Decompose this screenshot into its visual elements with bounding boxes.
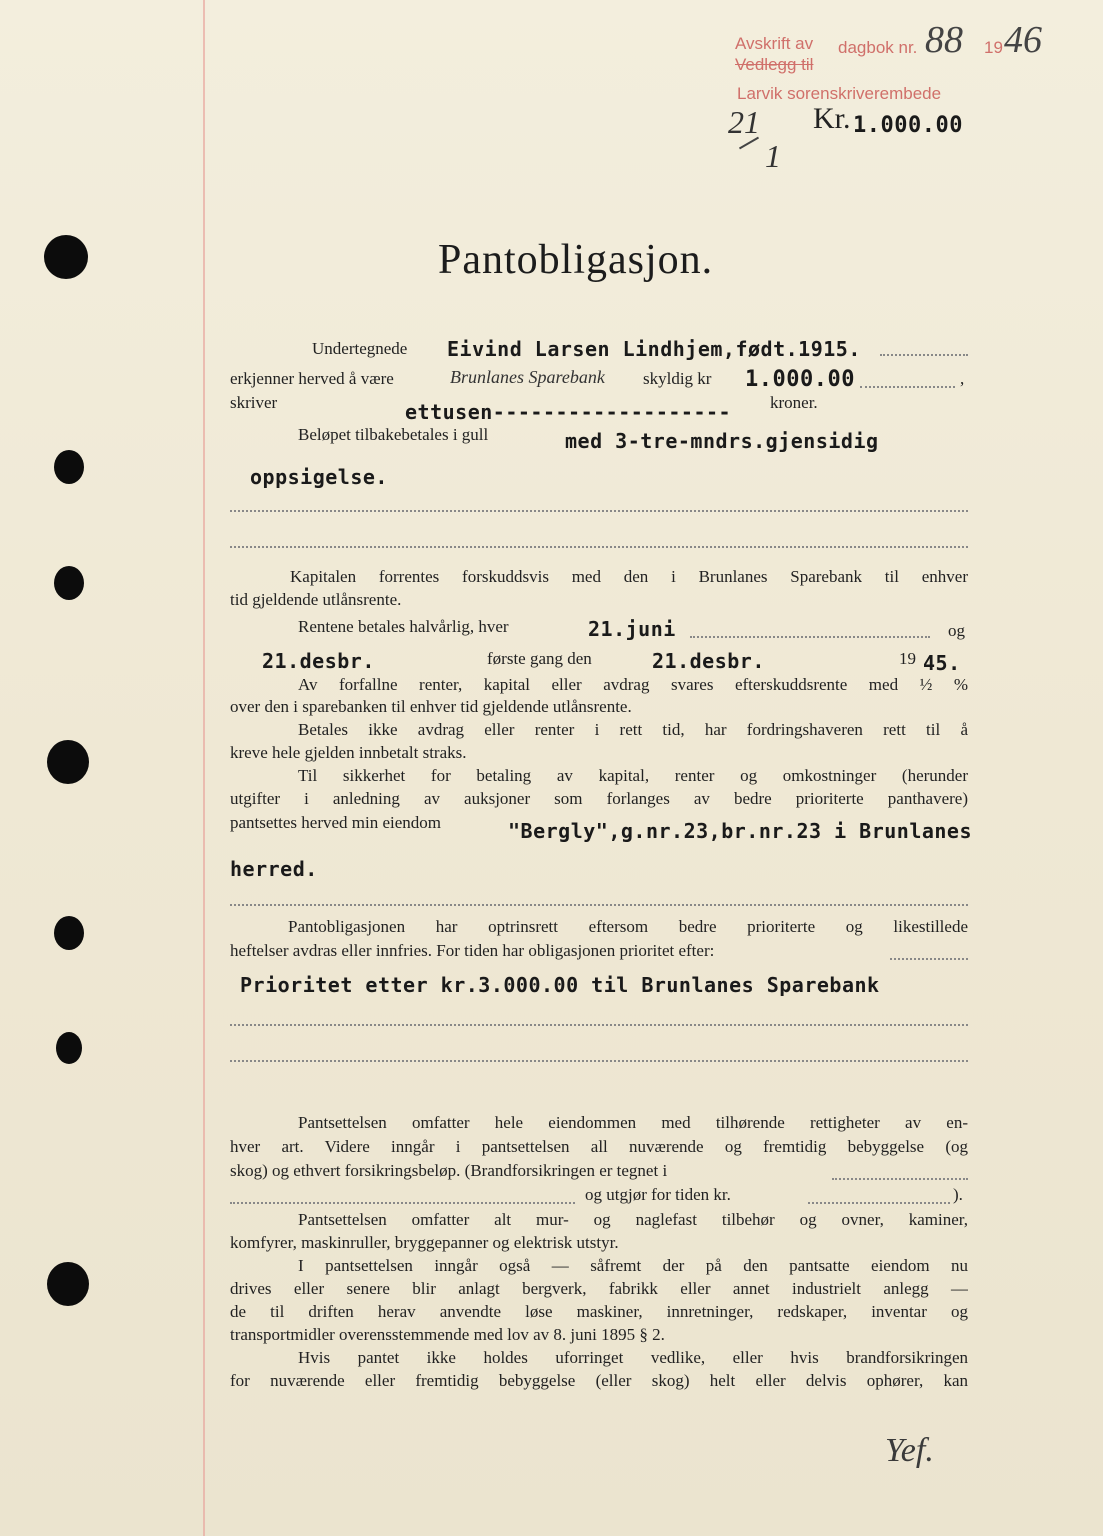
stamp-office: Larvik sorenskriverembede <box>737 84 942 103</box>
stamp-year-suffix: 46 <box>1004 19 1042 61</box>
amount-value: 1.000.00 <box>853 113 963 138</box>
margin-line <box>203 0 205 1536</box>
property-value-cont: herred. <box>230 857 318 881</box>
skriver-label: skriver <box>230 393 278 412</box>
body-line: hver art. Videre inngår i pantsettelsen all nuværende og fremtidig bebyggelse (og <box>230 1137 968 1156</box>
first-time-label: første gang den <box>487 649 592 668</box>
repayment-terms-cont: oppsigelse. <box>250 465 388 489</box>
stamp-year-prefix: 19 <box>984 38 1003 57</box>
dotted-line <box>230 510 968 512</box>
body-line: Av forfallne renter, kapital eller avdrag svares efterskuddsrente med ½ % <box>298 675 968 694</box>
insurance-close: ). <box>953 1185 963 1204</box>
punch-hole <box>54 916 84 950</box>
dotted-line <box>230 546 968 548</box>
debtor-label: Undertegnede <box>312 339 408 358</box>
document-title: Pantobligasjon. <box>438 237 714 283</box>
dotted-line <box>230 1060 968 1062</box>
year-prefix: 19 <box>899 649 916 668</box>
body-line: skog) og ethvert forsikringsbeløp. (Brandforsikringen er tegnet i <box>230 1161 668 1180</box>
priority-text: Pantobligasjonen har optrinsrett eftersom bedre prioriterte og likestillede <box>288 917 968 936</box>
dotted-line <box>832 1178 968 1180</box>
body-line: transportmidler overensstemmende med lov av 8. juni 1895 § 2. <box>230 1325 665 1344</box>
creditor-label: erkjenner herved å være <box>230 369 394 388</box>
creditor-name: Brunlanes Sparebank <box>450 367 605 387</box>
property-label: pantsettes herved min eiendom <box>230 813 442 832</box>
og-label: og <box>948 621 965 640</box>
stamp-line1: Avskrift av <box>735 34 814 53</box>
interest-text: Kapitalen forrentes forskuddsvis med den i Brunlanes Sparebank til enhver <box>290 567 968 586</box>
property-value: "Bergly",g.nr.23,br.nr.23 i Brunlanes <box>508 819 973 843</box>
body-line: Pantsettelsen omfatter hele eiendommen med tilhørende rettigheter av en- <box>298 1113 968 1132</box>
punch-hole <box>47 1262 89 1306</box>
handwritten-date-month: 1 <box>765 138 781 174</box>
interest-text: tid gjeldende utlånsrente. <box>230 590 402 609</box>
body-line: Hvis pantet ikke holdes uforringet vedlike, eller hvis brandforsikringen <box>298 1348 968 1367</box>
dotted-line <box>230 1202 575 1204</box>
first-date: 21.desbr. <box>652 649 765 673</box>
handwritten-initials: Yef. <box>885 1432 934 1469</box>
body-line: Pantsettelsen omfatter alt mur- og naglefast tilbehør og ovner, kaminer, <box>298 1210 968 1229</box>
stamp-number: 88 <box>925 19 963 61</box>
year-suffix: 45. <box>923 651 961 675</box>
interest-date-1: 21.juni <box>588 617 676 641</box>
body-line: de til driften herav anvendte løse maskiner, innretninger, redskaper, inventar og <box>230 1302 968 1321</box>
repayment-terms: med 3-tre-mndrs.gjensidig <box>565 429 879 453</box>
dotted-line <box>890 958 968 960</box>
stamp-dagbok: dagbok nr. <box>838 38 918 57</box>
dotted-line <box>230 1024 968 1026</box>
creditor-amount: 1.000.00 <box>745 367 855 392</box>
punch-hole <box>56 1032 82 1064</box>
dotted-line <box>880 354 968 356</box>
handwritten-date-day: 21 <box>728 104 760 140</box>
skyldig-label: skyldig kr <box>643 369 712 388</box>
body-line: kreve hele gjelden innbetalt straks. <box>230 743 467 762</box>
dotted-line <box>690 636 930 638</box>
debtor-value: Eivind Larsen Lindhjem,født.1915. <box>447 337 861 361</box>
priority-text: heftelser avdras eller innfries. For tiden har obligasjonen prioritet efter: <box>230 941 715 960</box>
insurance-label: og utgjør for tiden kr. <box>585 1185 731 1204</box>
priority-value: Prioritet etter kr.3.000.00 til Brunlanes Sparebank <box>240 973 880 997</box>
interest-date-2: 21.desbr. <box>262 649 375 673</box>
punch-hole <box>44 235 88 279</box>
punch-hole <box>47 740 89 784</box>
body-line: Betales ikke avdrag eller renter i rett tid, har fordringshaveren rett til å <box>298 720 968 739</box>
body-line: utgifter i anledning av auksjoner som forlanges av bedre prioriterte panthavere) <box>230 789 968 808</box>
dotted-line <box>808 1202 950 1204</box>
punch-hole <box>54 450 84 484</box>
body-line: komfyrer, maskinruller, bryggepanner og elektrisk utstyr. <box>230 1233 619 1252</box>
dotted-line <box>230 904 968 906</box>
interest-paid-label: Rentene betales halvårlig, hver <box>298 617 509 636</box>
body-line: Til sikkerhet for betaling av kapital, renter og omkostninger (herunder <box>298 766 968 785</box>
comma: , <box>960 369 965 388</box>
amount-prefix: Kr. <box>813 102 851 135</box>
body-line: drives eller senere blir anlagt bergverk, fabrikk eller annet industrielt anlegg — <box>230 1279 968 1298</box>
body-line: for nuværende eller fremtidig bebyggelse (eller skog) helt eller delvis ophører, kan <box>230 1371 968 1390</box>
written-amount: ettusen------------------- <box>405 400 732 424</box>
repayment-label: Beløpet tilbakebetales i gull <box>298 425 489 444</box>
body-line: I pantsettelsen inngår også — såfremt der på den pantsatte eiendom nu <box>298 1256 968 1275</box>
punch-hole <box>54 566 84 600</box>
body-line: over den i sparebanken til enhver tid gjeldende utlånsrente. <box>230 697 632 716</box>
dotted-line <box>860 386 955 388</box>
kroner-label: kroner. <box>770 393 818 412</box>
stamp-line2: Vedlegg til <box>735 55 814 74</box>
